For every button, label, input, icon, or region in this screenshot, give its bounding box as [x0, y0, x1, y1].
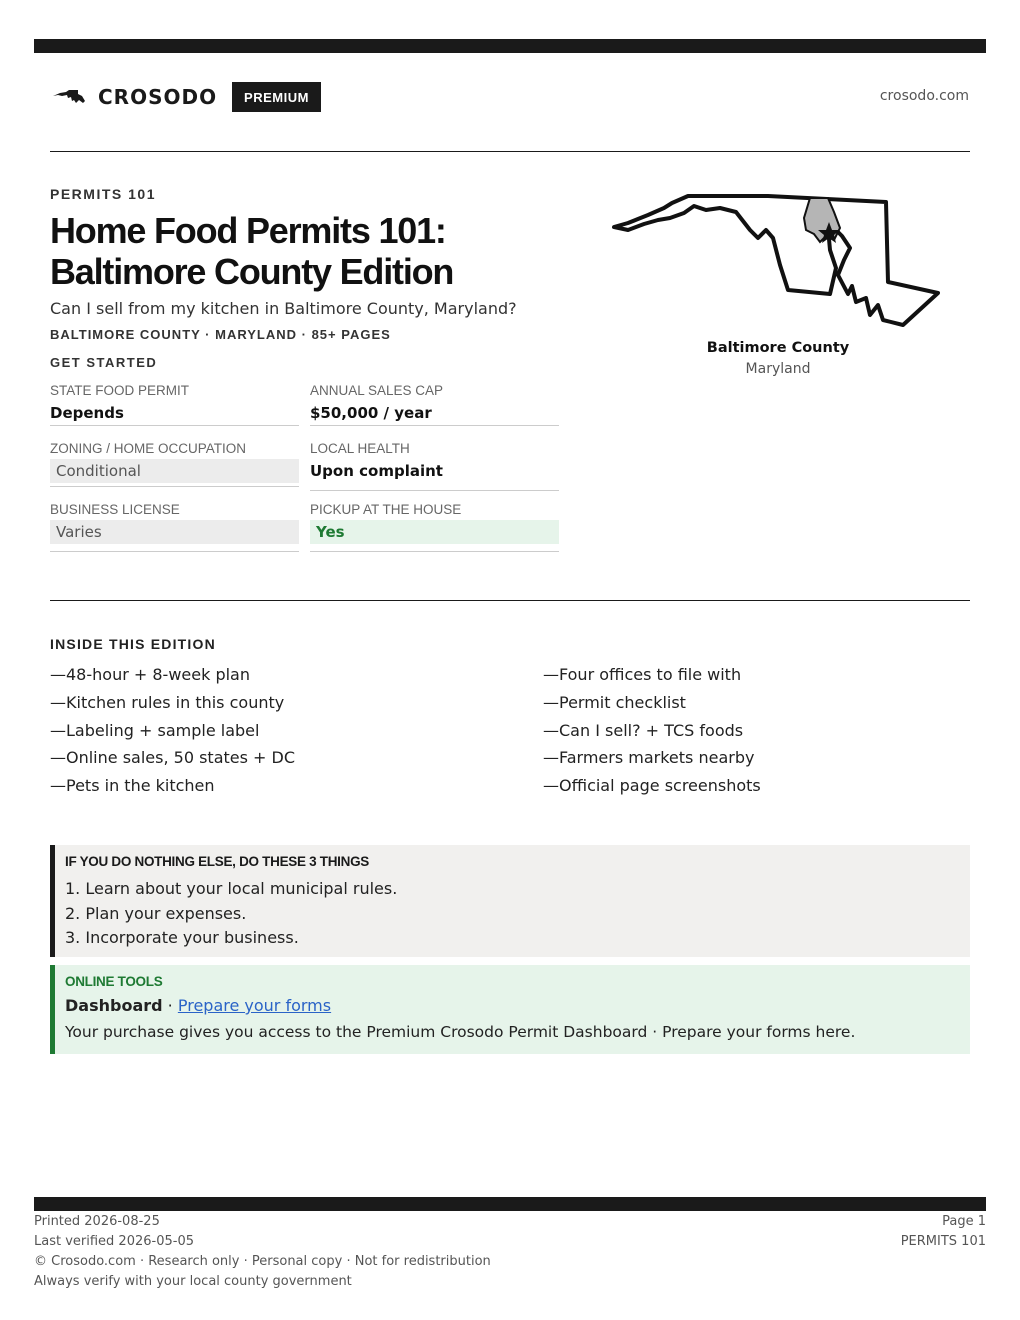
field-label: STATE FOOD PERMIT	[50, 383, 190, 398]
footer-section: PERMITS 101	[900, 1234, 986, 1249]
toc-item[interactable]: —Pets in the kitchen	[50, 776, 215, 796]
field-label: BUSINESS LICENSE	[50, 502, 180, 517]
toc-item[interactable]: —Farmers markets nearby	[543, 748, 755, 768]
field-value: Conditional	[50, 459, 299, 483]
callout-heading: IF YOU DO NOTHING ELSE, DO THESE 3 THINGS	[65, 854, 369, 869]
callout-step: 3. Incorporate your business.	[65, 928, 299, 947]
callout-step: 1. Learn about your local municipal rules.	[65, 879, 398, 898]
field-zoning	[50, 439, 299, 487]
printed-date: Printed 2026-08-25	[34, 1214, 160, 1229]
brand-logo[interactable]	[52, 82, 217, 112]
premium-badge: PREMIUM	[232, 82, 321, 112]
map-county-label: Baltimore County	[706, 340, 850, 356]
verified-date: Last verified 2026-05-05	[34, 1234, 194, 1249]
brand-name: CROSODO	[98, 85, 218, 109]
footer-right	[901, 1212, 986, 1252]
toc-item[interactable]: —Four offices to file with	[543, 665, 742, 684]
callout-heading: ONLINE TOOLS	[65, 974, 163, 989]
baltimore-county-shape	[804, 198, 840, 242]
field-pickup	[310, 500, 559, 552]
toc-item[interactable]: —Permit checklist	[543, 692, 686, 712]
maryland-map	[608, 190, 948, 335]
header-divider	[50, 151, 970, 152]
maryland-logo-icon	[52, 87, 88, 107]
field-annual-sales-cap	[310, 381, 559, 426]
title-line-2: Baltimore County Edition	[50, 251, 454, 292]
inside-heading: INSIDE THIS EDITION	[50, 636, 216, 652]
page-title	[50, 210, 590, 292]
prepare-forms-link[interactable]: Prepare your forms	[177, 996, 332, 1015]
toc-item[interactable]: —Kitchen rules in this county	[50, 692, 285, 712]
field-label: ZONING / HOME OCCUPATION	[50, 441, 247, 456]
online-tools-callout	[50, 965, 970, 1054]
toc-item[interactable]: —Online sales, 50 states + DC	[50, 748, 296, 768]
maryland-outline	[614, 196, 938, 325]
field-label: PICKUP AT THE HOUSE	[310, 502, 462, 517]
get-started-heading: GET STARTED	[50, 355, 158, 370]
section-divider	[50, 600, 970, 601]
toc-item[interactable]: —Labeling + sample label	[50, 720, 260, 740]
toc-item[interactable]: —Official page screenshots	[543, 776, 761, 796]
toc-item[interactable]: —Can I sell? + TCS foods	[543, 720, 744, 740]
field-local-health	[310, 439, 559, 491]
field-label: ANNUAL SALES CAP	[310, 383, 444, 398]
three-things-callout	[50, 845, 970, 957]
field-state-food-permit	[50, 381, 299, 426]
edition-meta: BALTIMORE COUNTY · MARYLAND · 85+ PAGES	[50, 327, 391, 342]
field-value: Depends	[50, 404, 124, 422]
title-line-1: Home Food Permits 101:	[50, 210, 446, 251]
toc-left-column	[50, 661, 470, 800]
site-link[interactable]: crosodo.com	[879, 88, 969, 104]
tools-line	[65, 993, 960, 1019]
field-label: LOCAL HEALTH	[310, 441, 410, 456]
toc-item[interactable]: —48-hour + 8-week plan	[50, 665, 250, 684]
field-value: Varies	[50, 520, 299, 544]
tools-description: Your purchase gives you access to the Premium Crosodo Permit Dashboard · Prepare your forms here.	[65, 1023, 856, 1041]
field-value: Upon complaint	[310, 462, 443, 480]
separator: ·	[162, 996, 178, 1015]
dashboard-label: Dashboard	[65, 996, 163, 1015]
callout-step: 2. Plan your expenses.	[65, 903, 247, 923]
field-value: Yes	[310, 520, 559, 544]
copyright: © Crosodo.com · Research only · Personal copy · Not for redistribution	[34, 1254, 491, 1269]
section-kicker: PERMITS 101	[50, 186, 156, 202]
footer-bar	[34, 1197, 986, 1211]
field-value: $50,000 / year	[310, 404, 432, 422]
map-state-label: Maryland	[745, 361, 811, 377]
disclaimer: Always verify with your local county government	[34, 1274, 352, 1289]
page-number: Page 1	[942, 1214, 986, 1229]
top-bar	[34, 39, 986, 53]
footer-left	[34, 1212, 491, 1292]
field-business-license	[50, 500, 299, 552]
toc-right-column	[543, 661, 963, 800]
page-subtitle: Can I sell from my kitchen in Baltimore County, Maryland?	[50, 299, 517, 318]
